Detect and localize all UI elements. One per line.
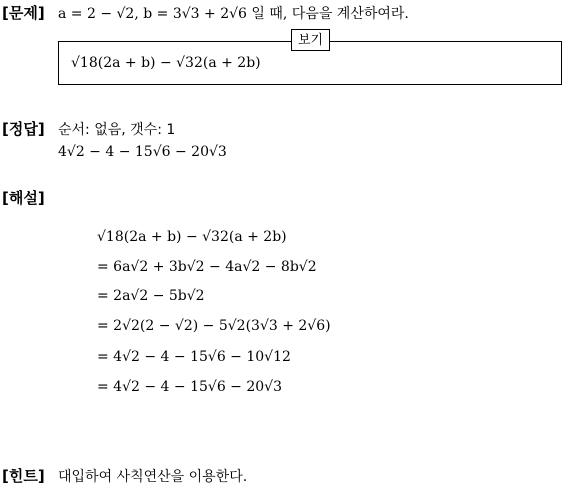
solution-step: = 2a√2 − 5b√2 <box>97 288 205 304</box>
solution-step: √18(2a + b) − √32(a + 2b) <box>97 229 287 245</box>
hint-label: [힌트] <box>2 467 45 485</box>
solution-step: = 6a√2 + 3b√2 − 4a√2 − 8b√2 <box>97 259 317 275</box>
problem-statement: a = 2 − √2, b = 3√3 + 2√6 일 때, 다음을 계산하여라. <box>58 6 409 22</box>
answer-meta: 순서: 없음, 갯수: 1 <box>58 122 176 138</box>
problem-label: [문제] <box>2 4 45 22</box>
solution-label: [해설] <box>2 189 45 207</box>
example-expression: √18(2a + b) − √32(a + 2b) <box>71 55 261 71</box>
answer-value: 4√2 − 4 − 15√6 − 20√3 <box>58 144 227 160</box>
answer-label: [정답] <box>2 120 45 138</box>
solution-step: = 2√2(2 − √2) − 5√2(3√3 + 2√6) <box>97 318 331 334</box>
example-box-title: 보기 <box>291 29 330 51</box>
hint-text: 대입하여 사칙연산을 이용한다. <box>58 469 248 485</box>
solution-step: = 4√2 − 4 − 15√6 − 20√3 <box>97 379 283 395</box>
solution-step: = 4√2 − 4 − 15√6 − 10√12 <box>97 349 291 365</box>
